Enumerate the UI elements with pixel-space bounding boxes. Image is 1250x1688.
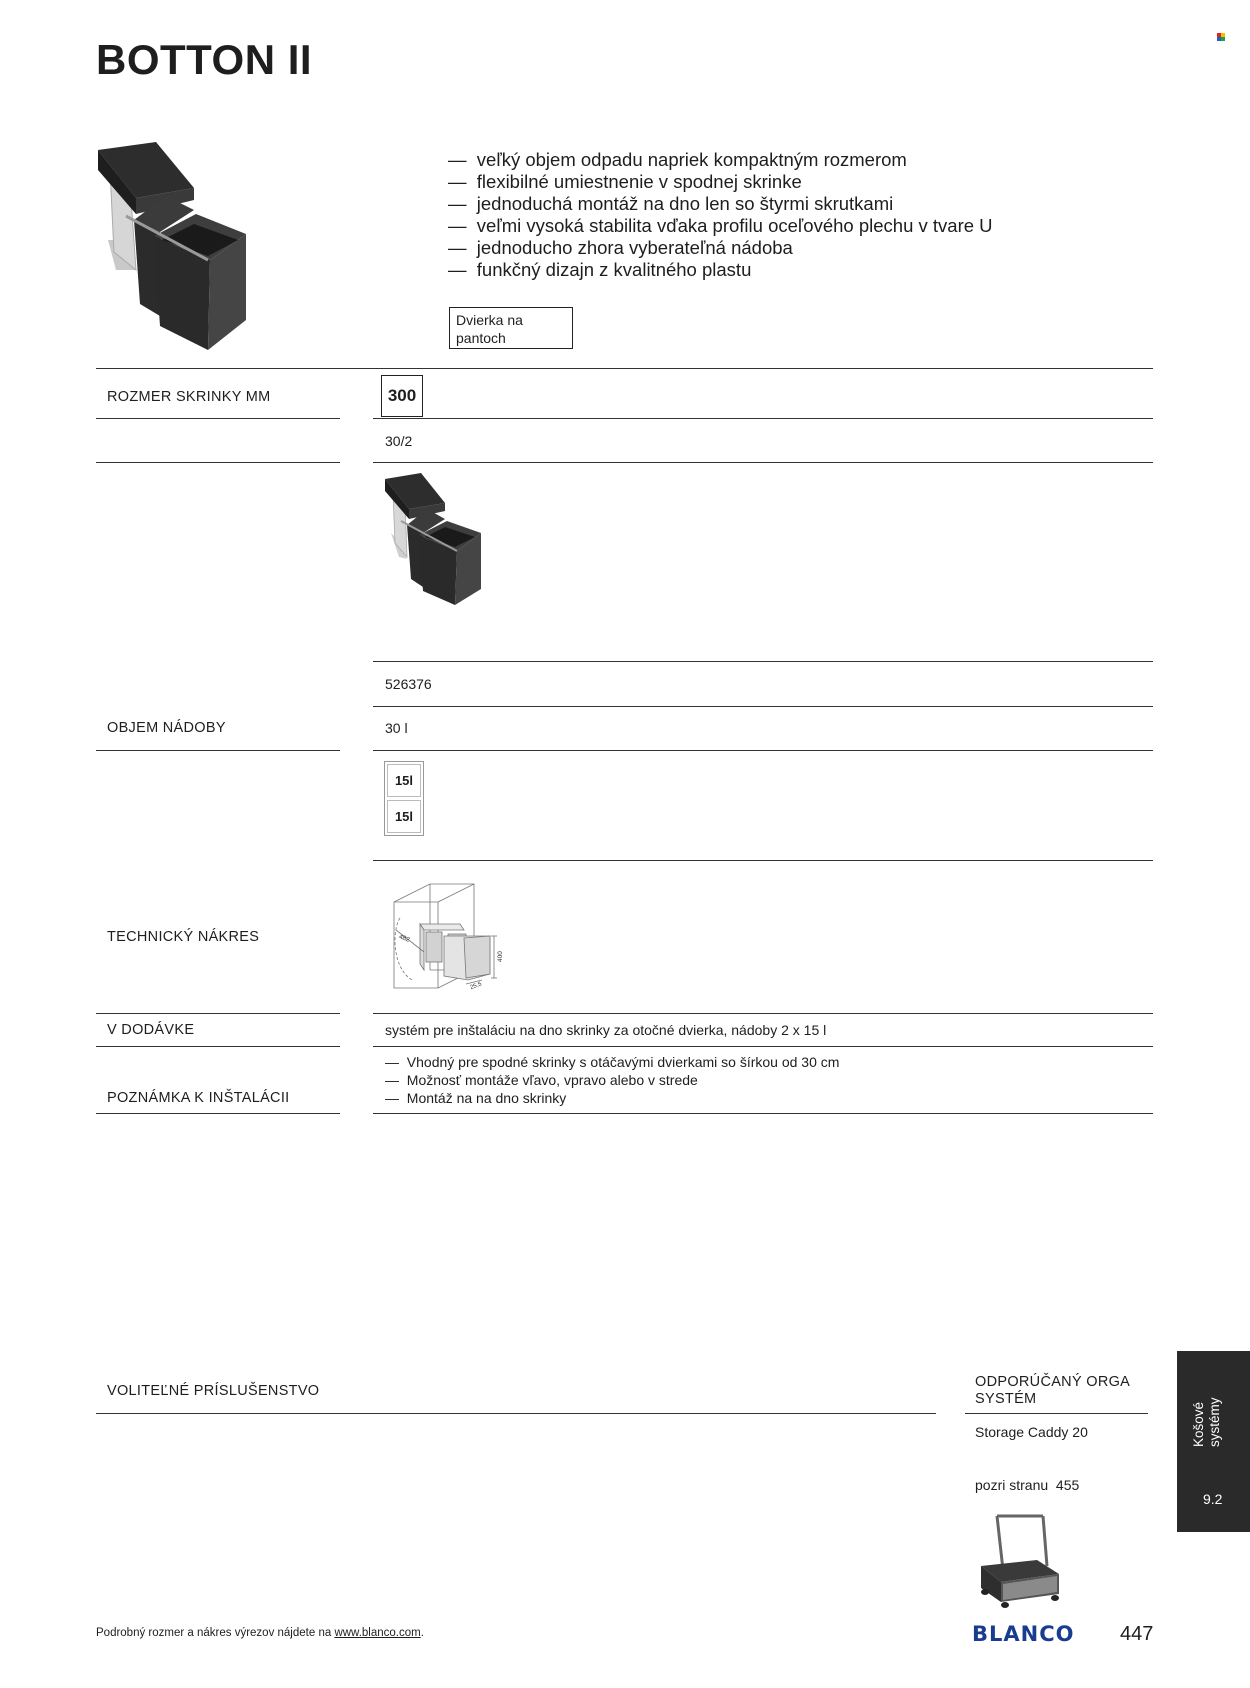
door-type-line2: pantoch xyxy=(456,330,506,346)
section-tab-label xyxy=(1191,1397,1223,1447)
delivery-value: systém pre inštaláciu na dno skrinky za otočné dvierka, nádoby 2 x 15 l xyxy=(385,1022,827,1038)
divider xyxy=(96,750,340,751)
install-note: — Vhodný pre spodné skrinky s otáčavými dvierkami so šírkou od 30 cm xyxy=(385,1053,839,1071)
divider xyxy=(96,1413,936,1414)
delivery-label: V DODÁVKE xyxy=(107,1022,195,1038)
divider xyxy=(373,1113,1153,1114)
see-page-link[interactable]: pozri stranu 455 xyxy=(975,1477,1080,1493)
divider xyxy=(96,1013,340,1014)
divider xyxy=(96,418,340,419)
feature-item: — funkčný dizajn z kvalitného plastu xyxy=(448,259,993,281)
model-value: 30/2 xyxy=(385,433,413,449)
install-note: — Montáž na na dno skrinky xyxy=(385,1089,839,1107)
divider xyxy=(965,1413,1148,1414)
section-number: 9.2 xyxy=(1203,1491,1223,1507)
divider xyxy=(373,661,1153,662)
divider xyxy=(373,1013,1153,1014)
feature-item: — jednoducho zhora vyberateľná nádoba xyxy=(448,237,993,259)
feature-item: — jednoduchá montáž na dno len so štyrmi skrutkami xyxy=(448,193,993,215)
website-link[interactable]: www.blanco.com xyxy=(334,1627,421,1639)
technical-drawing-label: TECHNICKÝ NÁKRES xyxy=(107,929,260,945)
install-label: POZNÁMKA K INŠTALÁCII xyxy=(107,1090,290,1106)
recommended-product: Storage Caddy 20 xyxy=(975,1424,1088,1440)
page-title: BOTTON II xyxy=(96,36,313,83)
accessories-label: VOLITEĽNÉ PRÍSLUŠENSTVO xyxy=(107,1383,320,1399)
volume-label: OBJEM NÁDOBY xyxy=(107,720,226,736)
drawing-dim-offset: 25,5 xyxy=(469,981,483,992)
color-mark-icon xyxy=(1217,33,1225,41)
storage-caddy-image xyxy=(975,1510,1065,1610)
footer-text: Podrobný rozmer a nákres výrezov nájdete na xyxy=(96,1627,335,1639)
divider xyxy=(373,462,1153,463)
cabinet-size-label: ROZMER SKRINKY MM xyxy=(107,389,271,405)
cabinet-size-value: 300 xyxy=(381,375,423,417)
feature-item: — veľmi vysoká stabilita vďaka profilu oceľového plechu v tvare U xyxy=(448,215,993,237)
feature-item: — flexibilné umiestnenie v spodnej skrinke xyxy=(448,171,993,193)
install-notes xyxy=(385,1053,839,1107)
feature-item: — veľký objem odpadu napriek kompaktným rozmerom xyxy=(448,149,993,171)
divider xyxy=(96,368,1153,369)
door-type-box xyxy=(449,307,573,349)
divider xyxy=(96,1113,340,1114)
feature-list xyxy=(448,149,993,281)
divider xyxy=(373,418,1153,419)
divider xyxy=(96,462,340,463)
divider xyxy=(373,706,1153,707)
product-image xyxy=(96,140,256,355)
bin-split-diagram xyxy=(384,761,424,836)
divider xyxy=(373,860,1153,861)
recommended-label-line1: ODPORÚČANÝ ORGA xyxy=(975,1374,1131,1390)
footer-note xyxy=(96,1627,424,1639)
divider xyxy=(96,1046,340,1047)
drawing-dim-depth: 482 xyxy=(397,933,411,944)
product-thumbnail xyxy=(383,473,487,607)
divider xyxy=(373,1046,1153,1047)
divider xyxy=(373,750,1153,751)
section-tab[interactable] xyxy=(1177,1351,1250,1532)
volume-value: 30 l xyxy=(385,720,408,736)
bin-capacity: 15l xyxy=(387,764,421,797)
section-tab-line2: systémy xyxy=(1207,1397,1222,1447)
recommended-label xyxy=(975,1374,1130,1408)
bin-capacity: 15l xyxy=(387,800,421,833)
article-number: 526376 xyxy=(385,676,432,692)
blanco-logo: BLANCO xyxy=(972,1622,1075,1646)
door-type-line1: Dvierka na xyxy=(456,312,523,328)
footer-end: . xyxy=(420,1627,424,1639)
recommended-label-line2: SYSTÉM xyxy=(975,1391,1037,1407)
drawing-dim-height: 400 xyxy=(497,951,504,962)
technical-drawing xyxy=(390,880,540,995)
page-number: 447 xyxy=(1120,1623,1154,1645)
section-tab-line1: Košové xyxy=(1191,1401,1206,1447)
install-note: — Možnosť montáže vľavo, vpravo alebo v strede xyxy=(385,1071,839,1089)
